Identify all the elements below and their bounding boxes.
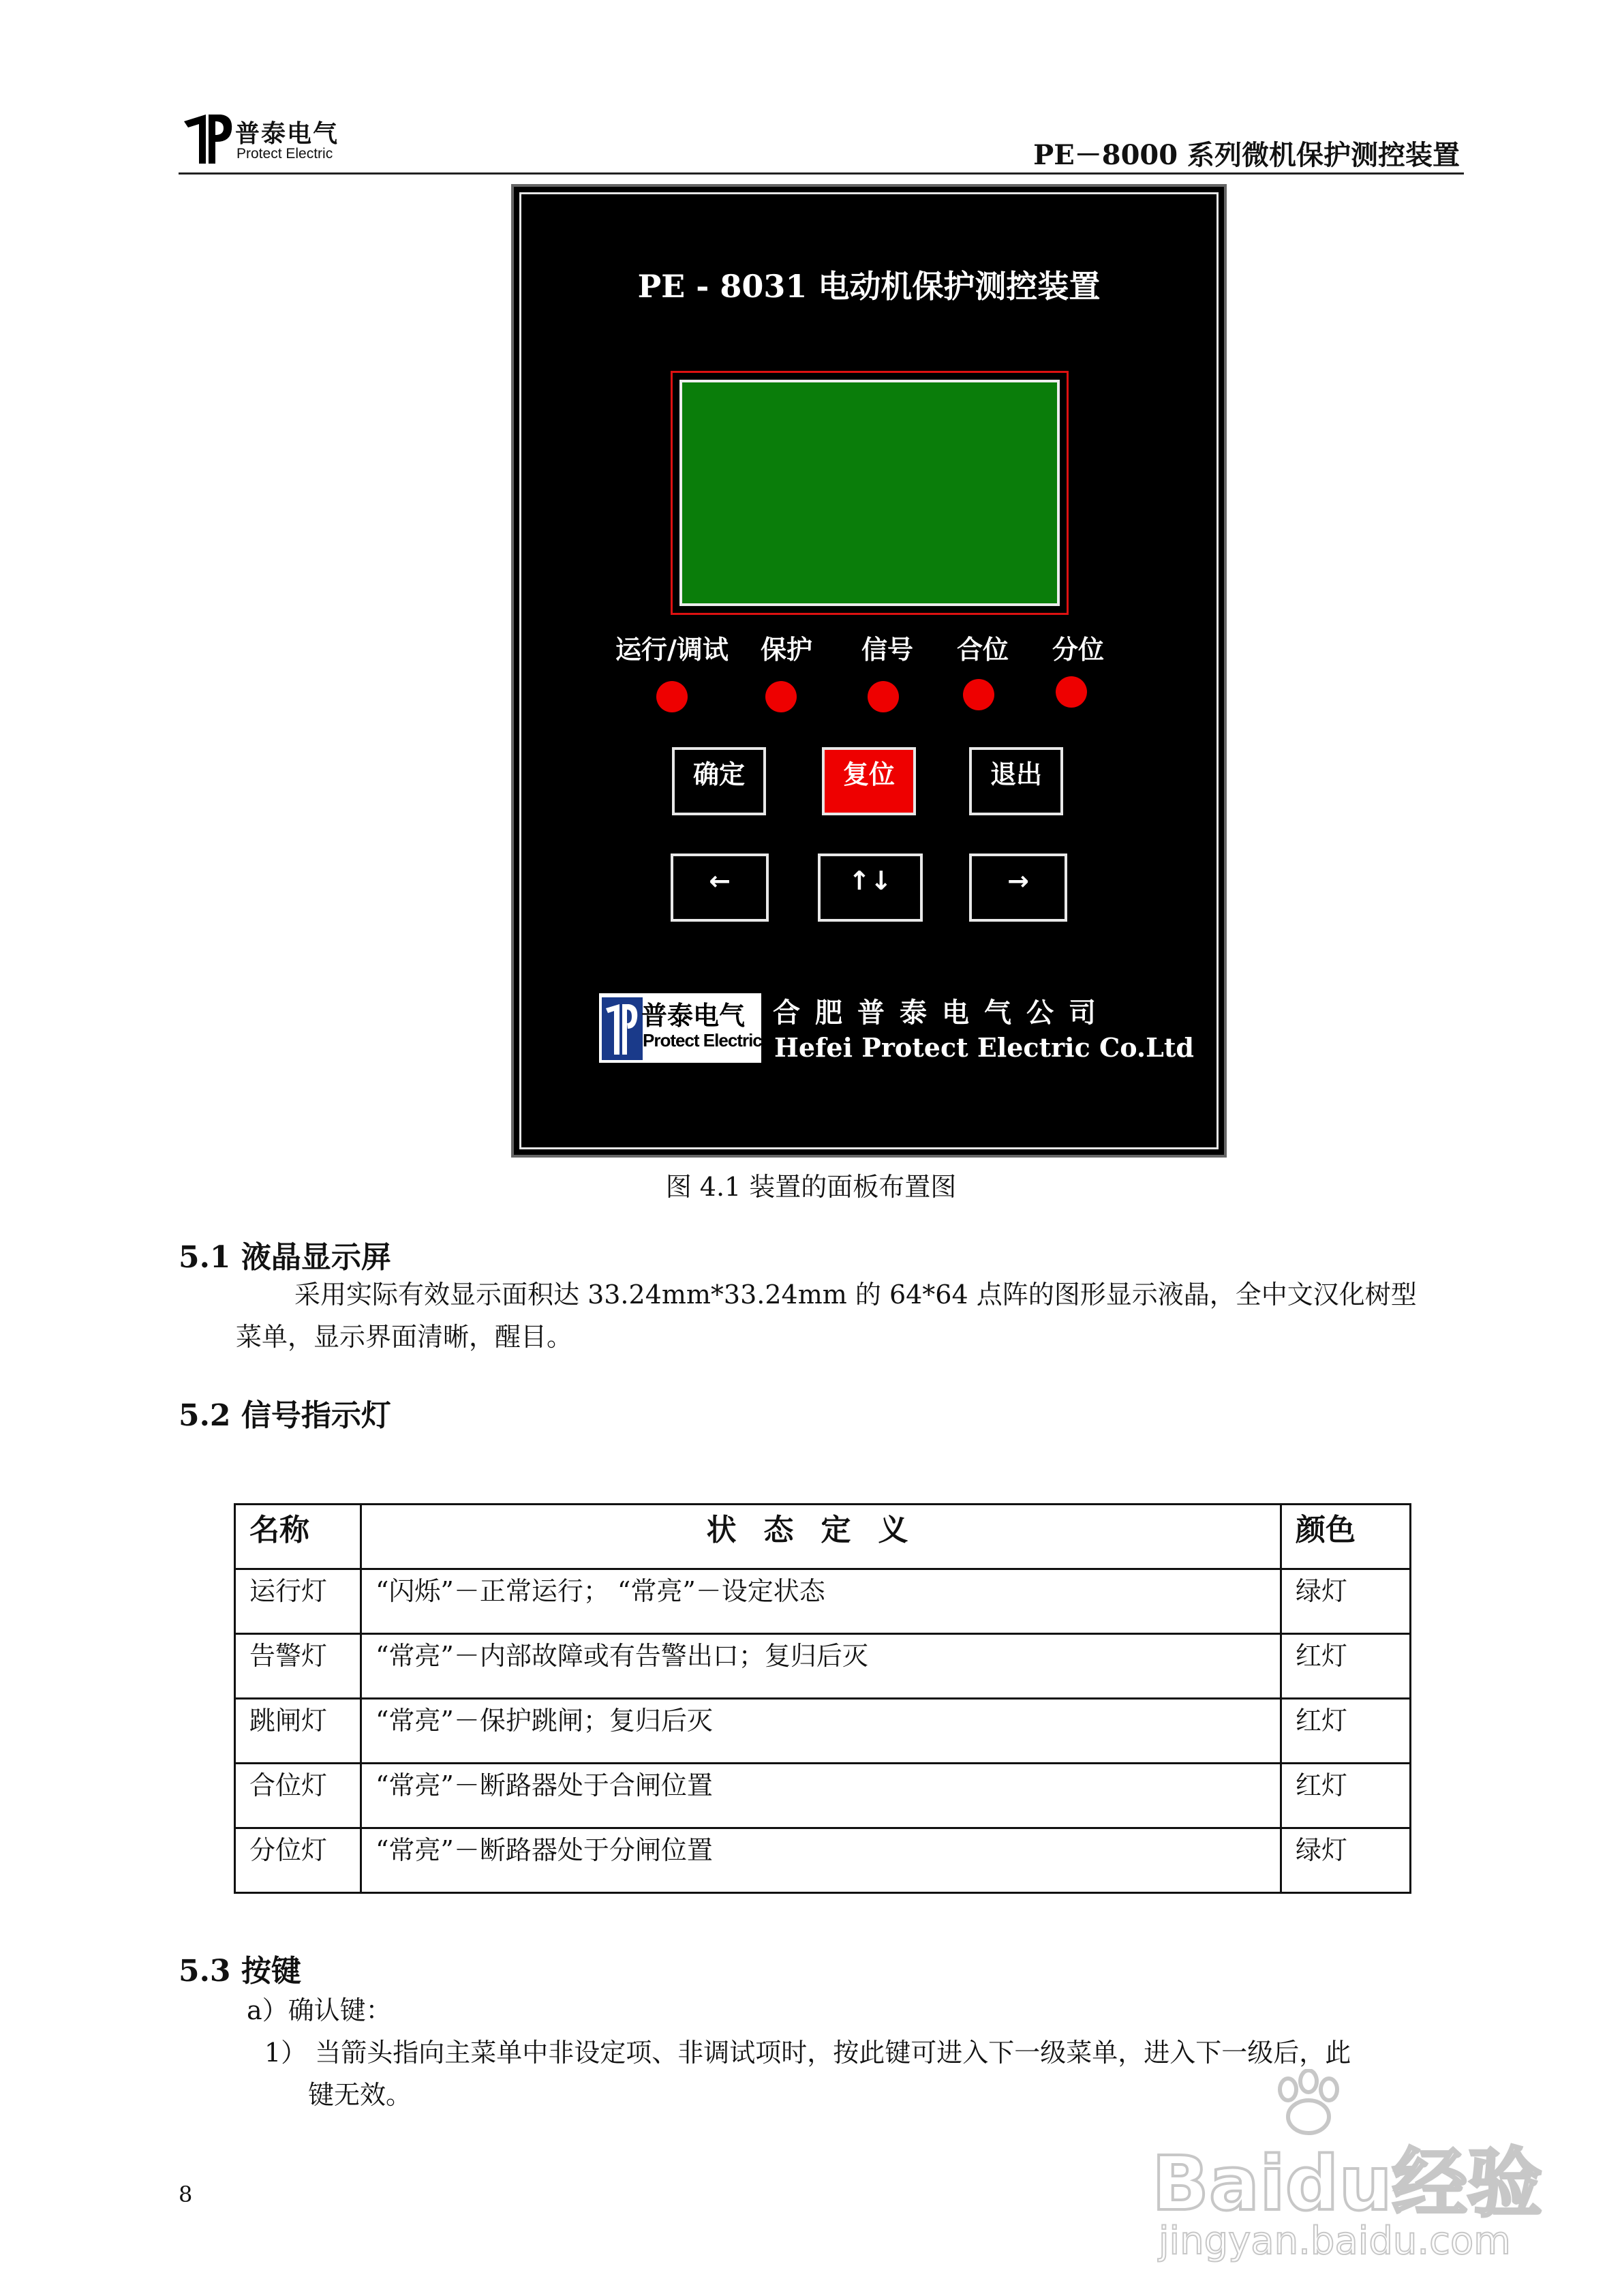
led-label-protect: 保护: [760, 635, 813, 665]
panel-title: PE - 8031 电动机保护测控装置: [637, 268, 1101, 305]
led-run-indicator: [656, 681, 688, 712]
reset-key[interactable]: [822, 747, 916, 815]
page-number: 8: [179, 2181, 193, 2207]
table-row: [235, 1569, 1411, 1634]
cell-state: “闪烁”－正常运行； “常亮”－设定状态: [361, 1569, 1281, 1634]
reset-key-label: 复位: [842, 759, 895, 789]
confirm-key[interactable]: [672, 747, 766, 815]
exit-key[interactable]: [969, 747, 1063, 815]
document-title: PE－8000 系列微机保护测控装置: [1033, 139, 1460, 171]
header-divider: [179, 172, 1464, 175]
lcd-screen: [679, 380, 1060, 606]
led-protect-indicator: [765, 681, 797, 712]
cell-name: 跳闸灯: [235, 1699, 361, 1764]
left-arrow-key[interactable]: [671, 854, 769, 922]
company-name-chinese: 合肥普泰电气公司: [773, 997, 1111, 1029]
led-closed-indicator: [963, 679, 994, 710]
panel-brand-english: Protect Electric: [643, 1030, 762, 1051]
table-row: [235, 1828, 1411, 1893]
figure-caption: 图 4.1 装置的面板布置图: [665, 1172, 957, 1202]
left-arrow-icon: ←: [709, 866, 731, 896]
confirm-key-label: 确定: [692, 759, 745, 789]
up-down-arrow-key[interactable]: [818, 854, 923, 922]
watermark-brand: Baidu经验: [1152, 2140, 1542, 2227]
cell-state: “常亮”－断路器处于分闸位置: [361, 1828, 1281, 1893]
cell-state: “常亮”－断路器处于合闸位置: [361, 1764, 1281, 1828]
right-arrow-icon: →: [1007, 866, 1029, 896]
table-row: [235, 1764, 1411, 1828]
logo-chinese-text: 普泰电气: [235, 120, 339, 148]
led-label-closed: 合位: [956, 635, 1009, 665]
section-5-3-item-1-line2: 键无效。: [308, 2080, 412, 2110]
header-color: 颜色: [1281, 1505, 1411, 1569]
table-row: [235, 1634, 1411, 1699]
cell-color: 绿灯: [1281, 1569, 1411, 1634]
cell-color: 红灯: [1281, 1634, 1411, 1699]
cell-name: 合位灯: [235, 1764, 361, 1828]
cell-color: 红灯: [1281, 1764, 1411, 1828]
table-header-row: [235, 1505, 1411, 1569]
right-arrow-key[interactable]: [969, 854, 1067, 922]
panel-brand-chinese: 普泰电气: [641, 1001, 746, 1031]
baidu-watermark: [1152, 2069, 1542, 2274]
led-label-signal: 信号: [861, 635, 914, 665]
cell-name: 告警灯: [235, 1634, 361, 1699]
led-open-indicator: [1056, 676, 1087, 708]
device-front-panel: [511, 184, 1227, 1158]
cell-state: “常亮”－保护跳闸；复归后灭: [361, 1699, 1281, 1764]
signal-light-table: [234, 1503, 1411, 1894]
cell-color: 红灯: [1281, 1699, 1411, 1764]
cell-name: 运行灯: [235, 1569, 361, 1634]
section-5-1-para-line2: 菜单，显示界面清晰，醒目。: [236, 1322, 573, 1352]
cell-state: “常亮”－内部故障或有告警出口；复归后灭: [361, 1634, 1281, 1699]
up-down-arrow-icon: ↑↓: [848, 866, 892, 896]
header-name: 名称: [235, 1505, 361, 1569]
section-5-1-para-line1: 采用实际有效显示面积达 33.24mm*33.24mm 的 64*64 点阵的图形显示液晶，全中文汉化树型: [294, 1280, 1417, 1310]
lcd-frame: [671, 371, 1069, 615]
led-label-run: 运行/调试: [615, 635, 729, 665]
led-label-open: 分位: [1052, 635, 1105, 665]
watermark-url: jingyan.baidu.com: [1159, 2219, 1511, 2263]
section-5-2-heading: 5.2 信号指示灯: [179, 1398, 391, 1433]
section-5-3-heading: 5.3 按键: [179, 1954, 301, 1989]
led-signal-indicator: [868, 681, 899, 712]
table-row: [235, 1699, 1411, 1764]
header-state: 状态定义: [361, 1505, 1281, 1569]
logo-english-text: Protect Electric: [236, 146, 333, 162]
cell-name: 分位灯: [235, 1828, 361, 1893]
panel-logo-icon: [602, 997, 643, 1060]
company-name-english: Hefei Protect Electric Co.Ltd: [774, 1032, 1194, 1063]
section-5-3-item-a: a）确认键：: [247, 1995, 392, 2025]
section-5-3-item-1-line1: 1） 当箭头指向主菜单中非设定项、非调试项时，按此键可进入下一级菜单，进入下一级后，此: [264, 2038, 1351, 2068]
cell-color: 绿灯: [1281, 1828, 1411, 1893]
section-5-1-heading: 5.1 液晶显示屏: [179, 1240, 391, 1275]
exit-key-label: 退出: [990, 759, 1042, 789]
panel-brand-logo: [599, 993, 761, 1063]
